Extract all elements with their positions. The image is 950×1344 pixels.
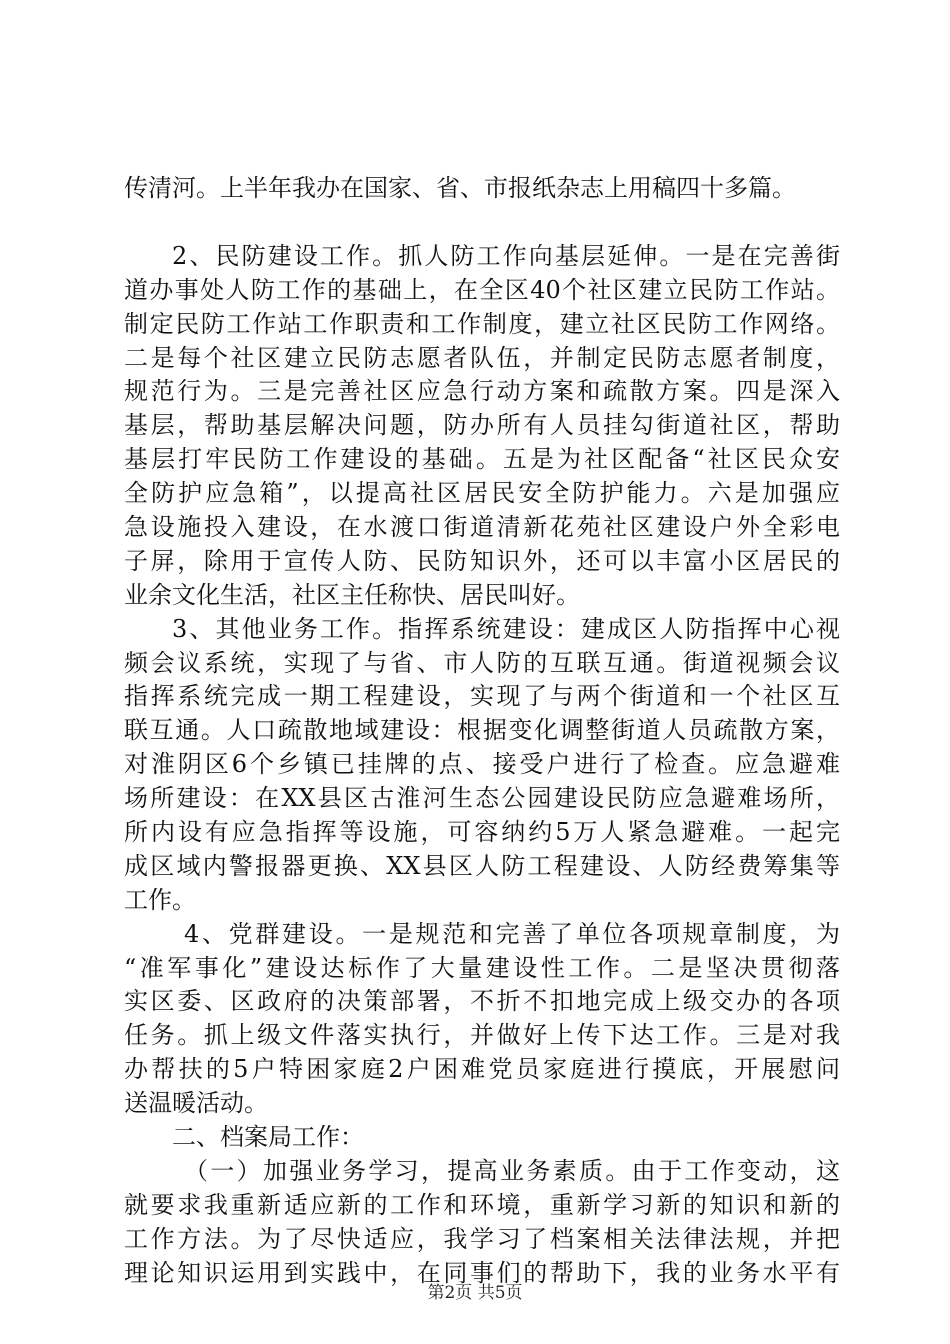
text-line: 规范行为。三是完善社区应急行动方案和疏散方案。四是深入 (124, 377, 840, 406)
text-line: 工作。 (124, 885, 196, 914)
text-line: 子屏，除用于宣传人防、民防知识外，还可以丰富小区居民的 (124, 546, 840, 575)
text-line: 指挥系统完成一期工程建设，实现了与两个街道和一个社区互 (124, 682, 840, 711)
text-line: 任务。抓上级文件落实执行，并做好上传下达工作。三是对我 (124, 1021, 840, 1050)
text-line: 工作方法。为了尽快适应，我学习了档案相关法律法规，并把 (124, 1224, 840, 1253)
text-line: 联互通。人口疏散地域建设：根据变化调整街道人员疏散方案， (124, 716, 840, 745)
text-line: 道办事处人防工作的基础上，在全区40个社区建立民防工作站。 (124, 275, 840, 304)
text-line: 成区域内警报器更换、XX县区人防工程建设、人防经费筹集等 (124, 851, 840, 880)
text-line: 基层，帮助基层解决问题，防办所有人员挂勾街道社区，帮助 (124, 411, 840, 440)
document-body (124, 172, 840, 1291)
text-line: 基层打牢民防工作建设的基础。五是为社区配备“社区民众安 (124, 445, 840, 474)
text-line: （一）加强业务学习，提高业务素质。由于工作变动，这 (184, 1156, 840, 1185)
text-line: “准军事化”建设达标作了大量建设性工作。二是坚决贯彻落 (124, 953, 840, 982)
text-line: 业余文化生活，社区主任称快、居民叫好。 (124, 580, 580, 609)
text-line: 传清河。上半年我办在国家、省、市报纸杂志上用稿四十多篇。 (124, 174, 796, 202)
paragraph-gap (124, 206, 840, 240)
text-line: 全防护应急箱”，以提高社区居民安全防护能力。六是加强应 (124, 479, 840, 508)
page-footer: 第2页 共5页 (427, 1283, 523, 1303)
text-line: 送温暖活动。 (124, 1089, 268, 1118)
text-line: 场所建设：在XX县区古淮河生态公园建设民防应急避难场所， (124, 784, 840, 813)
text-line: 频会议系统，实现了与省、市人防的互联互通。街道视频会议 (124, 648, 840, 677)
text-line: 二、档案局工作： (172, 1123, 364, 1152)
text-line: 2、民防建设工作。抓人防工作向基层延伸。一是在完善街 (172, 241, 840, 270)
text-line: 急设施投入建设，在水渡口街道清新花苑社区建设户外全彩电 (124, 513, 840, 542)
text-line: 实区委、区政府的决策部署，不折不扣地完成上级交办的各项 (124, 987, 840, 1016)
text-line: 二是每个社区建立民防志愿者队伍，并制定民防志愿者制度， (124, 343, 840, 372)
text-line: 就要求我重新适应新的工作和环境，重新学习新的知识和新的 (124, 1190, 840, 1219)
text-line: 3、其他业务工作。指挥系统建设：建成区人防指挥中心视 (172, 614, 840, 643)
text-line: 理论知识运用到实践中，在同事们的帮助下，我的业务水平有 (124, 1258, 840, 1287)
text-line: 对淮阴区6个乡镇已挂牌的点、接受户进行了检查。应急避难 (124, 750, 840, 779)
text-line: 办帮扶的5户特困家庭2户困难党员家庭进行摸底，开展慰问 (124, 1055, 840, 1084)
text-line: 所内设有应急指挥等设施，可容纳约5万人紧急避难。一起完 (124, 818, 840, 847)
text-line: 4、党群建设。一是规范和完善了单位各项规章制度，为 (184, 919, 840, 948)
text-line: 制定民防工作站工作职责和工作制度，建立社区民防工作网络。 (124, 309, 840, 338)
